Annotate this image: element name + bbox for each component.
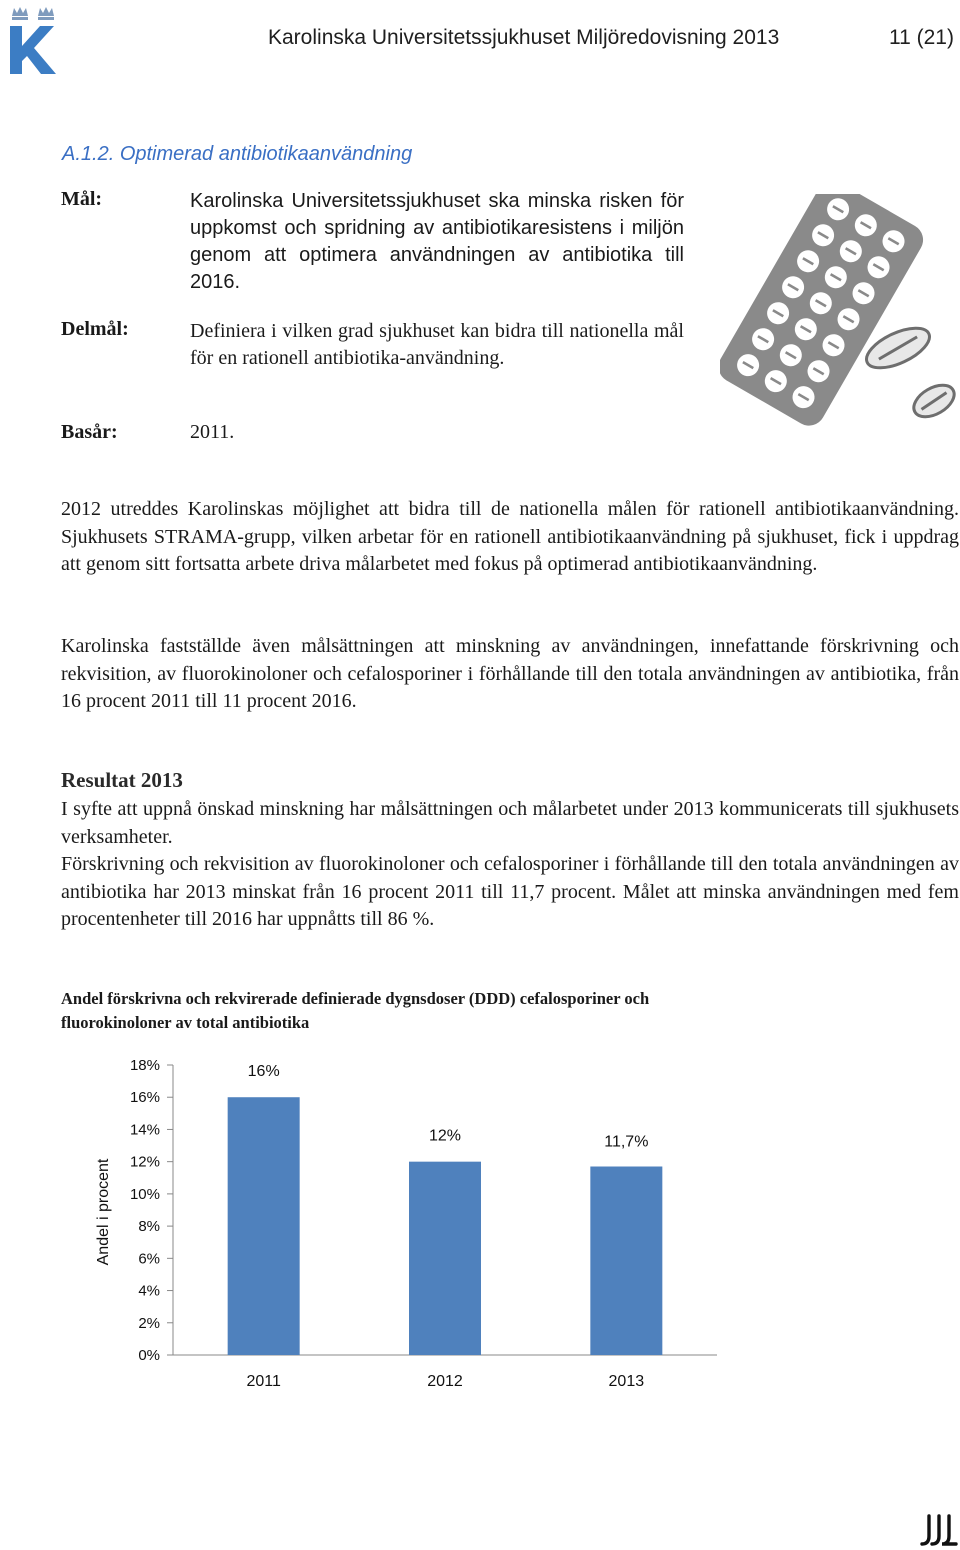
- karolinska-logo-icon: [8, 4, 58, 76]
- y-tick-label: 16%: [129, 1089, 160, 1107]
- data-label: 16%: [247, 1063, 280, 1081]
- bar-2012: [409, 1162, 481, 1355]
- base-year-value: 2011.: [190, 421, 235, 443]
- base-year-label: Basår:: [61, 421, 118, 443]
- x-tick-label: 2013: [608, 1373, 645, 1390]
- bar-2013: [590, 1167, 662, 1356]
- result-heading: Resultat 2013: [61, 768, 183, 792]
- data-label: 12%: [428, 1127, 462, 1145]
- x-tick-label: 2012: [427, 1373, 463, 1390]
- y-tick-label: 10%: [129, 1185, 160, 1203]
- y-tick-label: 4%: [138, 1282, 160, 1300]
- goal-text: Karolinska Universitetssjukhuset ska minska risken för uppkomst och spridning av antibiotikaresistens i miljön genom att optimera användningen av antibiotika till 2016.: [190, 190, 684, 293]
- chart-title: Andel förskrivna och rekvirerade definierade dygnsdoser (DDD) cefalosporiner och fluorokinoloner av total antibiotika: [61, 989, 650, 1032]
- y-tick-label: 2%: [138, 1314, 160, 1332]
- page-number: 11 (21): [889, 26, 954, 49]
- paragraph-target: Karolinska fastställde även målsättningen att minskning av användningen, innefattande förskrivning och rekvisition, av fluorokinoloner och cefalosporiner i förhållande till den totala användningen av antibiotika, från 16 procent 2011 till 11 procent 2016.: [61, 635, 959, 712]
- y-tick-label: 0%: [138, 1347, 160, 1364]
- subgoal-text: Definiera i vilken grad sjukhuset kan bidra till nationella mål för en rationell antibiotika-användning.: [190, 320, 684, 369]
- paragraph-result-outcome: Förskrivning och rekvisition av fluorokinoloner och cefalosporiner i förhållande till den totala användningen av antibiotika har 2013 minskat från 16 procent 2011 till 11,7 procent. Målet att minska användningen med fem procentenheter till 2016 har uppnåtts till 86 %.: [61, 853, 959, 930]
- paragraph-result-communication: I syfte att uppnå önskad minskning har målsättningen och målarbetet under 2013 kommunicerats till sjukhusets verksamheter.: [61, 798, 959, 848]
- document-title: Karolinska Universitetssjukhuset Miljöredovisning 2013: [268, 26, 780, 49]
- paragraph-investigation: 2012 utreddes Karolinskas möjlighet att bidra till de nationella målen för rationell antibiotikaanvändning. Sjukhusets STRAMA-grupp, vilken arbetar för en rationell antibiotikaanvändning på sjukhuset, fick i uppdrag att genom sitt fortsatta arbete driva målarbetet med fokus på optimerad antibiotikaanvändning.: [61, 498, 959, 575]
- y-tick-label: 18%: [129, 1057, 160, 1074]
- y-tick-label: 14%: [129, 1121, 160, 1139]
- y-tick-label: 12%: [129, 1153, 160, 1171]
- goal-label: Mål:: [61, 188, 103, 210]
- bar-chart: [0, 1040, 960, 1410]
- bar-2011: [228, 1097, 300, 1355]
- subgoal-label: Delmål:: [61, 318, 129, 340]
- y-tick-label: 6%: [138, 1250, 160, 1268]
- y-axis-title: Andel i procent: [95, 1158, 112, 1266]
- x-tick-label: 2011: [246, 1373, 281, 1390]
- jll-footer-logo-icon: [920, 1514, 958, 1548]
- y-tick-label: 8%: [138, 1218, 160, 1236]
- section-heading: A.1.2. Optimerad antibiotikaanvändning: [62, 143, 413, 165]
- pill-blister-pack-icon: [720, 194, 960, 430]
- data-label: 11,7%: [604, 1133, 649, 1151]
